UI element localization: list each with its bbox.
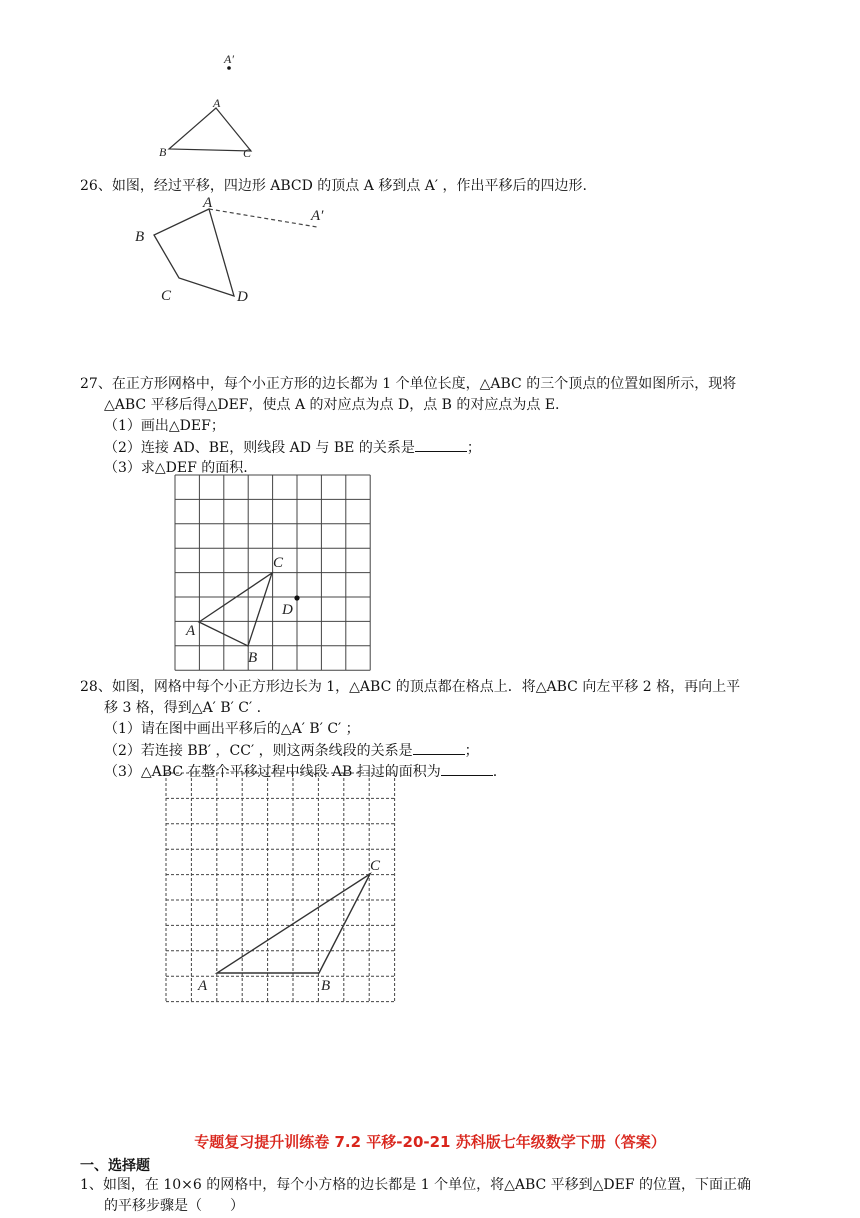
label-a: A	[203, 195, 213, 211]
q28-answer-blank-2[interactable]	[413, 740, 465, 755]
label-a: A	[198, 978, 208, 994]
label-b: B	[159, 145, 167, 159]
answer-title: 专题复习提升训练卷 7.2 平移-20-21 苏科版七年级数学下册（答案）	[194, 1133, 666, 1151]
q28-sub3-text: （3）△ABC 在整个平移过程中线段 AB 扫过的面积为	[104, 764, 441, 780]
label-b: B	[135, 229, 145, 245]
q27-sub1: （1）画出△DEF；	[104, 418, 225, 434]
triangle-abc	[169, 108, 251, 151]
label-a-prime: A′	[224, 52, 234, 66]
q27-sub2-text: （2）连接 AD、BE，则线段 AD 与 BE 的关系是	[104, 440, 415, 456]
label-d: D	[282, 602, 293, 618]
section-heading: 一、选择题	[80, 1158, 150, 1174]
label-c: C	[161, 288, 172, 304]
q28-sub2-end: ；	[464, 743, 479, 759]
label-a-prime: A′	[311, 208, 324, 224]
q27-line1: 27、在正方形网格中，每个小正方形的边长都为 1 个单位长度，△ABC 的三个顶点的位置如图所示，现将	[80, 376, 737, 392]
label-b: B	[248, 650, 258, 666]
label-a: A	[213, 96, 221, 110]
q27-sub2-end: ；	[466, 440, 481, 456]
point-d	[294, 595, 299, 600]
q28-line1: 28、如图，网格中每个小正方形边长为 1，△ABC 的顶点都在格点上．将△ABC 向左平移 2 格，再向上平	[80, 679, 741, 695]
q28-sub3-end: .	[492, 764, 498, 780]
translation-dashed-line	[209, 209, 317, 227]
q28-answer-blank-3[interactable]	[441, 761, 493, 776]
q28-sub2-text: （2）若连接 BB′ ，CC′ ，则这两条线段的关系是	[104, 743, 413, 759]
q28-sub2	[104, 740, 479, 762]
label-c: C	[370, 858, 381, 874]
q27-answer-blank[interactable]	[415, 437, 467, 452]
label-d: D	[237, 289, 248, 305]
q28-grid-figure	[160, 767, 400, 1003]
label-c: C	[243, 146, 252, 160]
label-c: C	[273, 555, 284, 571]
answer-q1-line1: 1、如图，在 10×6 的网格中，每个小方格的边长都是 1 个单位，将△ABC 平移到△DEF 的位置，下面正确	[80, 1177, 752, 1193]
q27-sub2	[104, 437, 481, 459]
q27-sub3: （3）求△DEF 的面积.	[104, 460, 248, 476]
label-b: B	[321, 978, 331, 994]
q26-quadrilateral-figure	[125, 195, 335, 307]
q27-line2: △ABC 平移后得△DEF，使点 A 的对应点为点 D，点 B 的对应点为点 E.	[104, 397, 560, 413]
triangle-abc	[199, 573, 272, 646]
q26-text: 26、如图，经过平移，四边形 ABCD 的顶点 A 移到点 A′ ，作出平移后的四边形.	[80, 178, 587, 194]
label-a: A	[186, 623, 196, 639]
q28-grid	[166, 773, 395, 1002]
q28-line2: 移 3 格，得到△A′ B′ C′ .	[104, 700, 262, 716]
q27-grid-figure	[168, 470, 378, 676]
quadrilateral-abcd	[154, 209, 234, 296]
answer-q1-line2: 的平移步骤是（ ）	[104, 1198, 244, 1214]
point-a-prime	[227, 66, 231, 70]
q28-sub1: （1）请在图中画出平移后的△A′ B′ C′ ；	[104, 721, 360, 737]
top-triangle-figure	[150, 50, 270, 162]
